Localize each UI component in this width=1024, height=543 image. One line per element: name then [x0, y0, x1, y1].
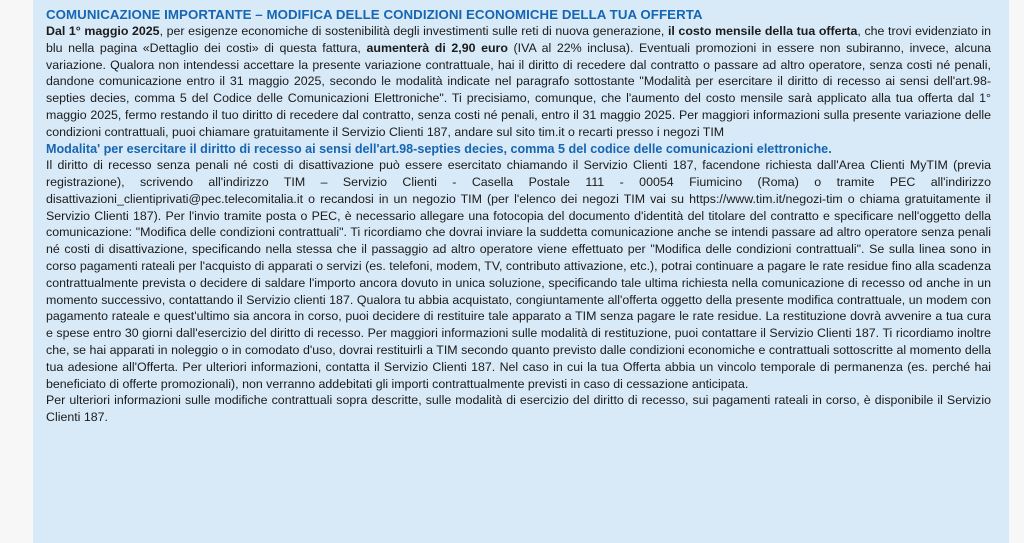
- notice-title: COMUNICAZIONE IMPORTANTE – MODIFICA DELLE CONDIZIONI ECONOMICHE DELLA TUA OFFERTA: [46, 7, 703, 22]
- notice-paragraph-price-change: [46, 23, 991, 141]
- notice-paragraph-withdrawal: Il diritto di recesso senza penali né costi di disattivazione può essere esercitato chiamando il Servizio Clienti 187, facendone richiesta dall'Area Clienti MyTIM (previa registrazione), scrivendo all'indirizzo TIM – Servizio Clienti - Casella Postale 111 - 00054 Fiumicino (Roma) o tramite PEC all'indirizzo disattivazioni_clientiprivati@pec.telecomitalia.it o recandosi in un negozio TIM (per l'elenco dei negozi TIM vai su https://www.tim.it/negozi-tim o chiama gratuitamente il Servizio Clienti 187). Per l'invio tramite posta o PEC, è necessario allegare una fotocopia del documento d'identità del titolare del contratto e specificare nell'oggetto della comunicazione: "Modifica delle condizioni contrattuali". Ti ricordiamo che dovrai inviare la suddetta comunicazione anche se intendi passare ad altro operatore senza penali né costi di disattivazione, specificando nella stessa che il passaggio ad altro operatore viene effettuato per "Modifica delle condizioni contrattuali". Se sulla linea sono in corso pagamenti rateali per l'acquisto di apparati o servizi (es. telefoni, modem, TV, contributo attivazione, etc.), potrai continuare a pagare le rate residue fino alla scadenza contrattualmente prevista o decidere di saldare l'importo ancora dovuto in unica soluzione, specificando tale ultima richiesta nella comunicazione di recesso od anche in un momento successivo, contattando il Servizio clienti 187. Qualora tu abbia acquistato, congiuntamente all'offerta oggetto della presente modifica contrattuale, un modem con pagamento rateale e quest'ultimo sia ancora in corso, puoi decidere di restituire tale apparato a TIM senza pagare le rate residue. La restituzione dovrà avvenire a tua cura e spese entro 30 giorni dall'esercizio del diritto di recesso. Per maggiori informazioni sulle modalità di restituzione, puoi contattare il Servizio Clienti 187. Ti ricordiamo inoltre che, se hai apparati in noleggio o in comodato d'uso, dovrai restituirli a TIM secondo quanto previsto dalle condizioni economiche e contrattuali sottoscritte al momento della tua adesione all'Offerta. Per ulteriori informazioni, contatta il Servizio Clienti 187. Nel caso in cui la tua Offerta abbia un vincolo temporale di permanenza (es. perché hai beneficiato di offerte promozionali), non verranno addebitati gli importi contrattualmente previsti in caso di cessazione anticipata.: [46, 158, 991, 391]
- notice-paragraph-info: Per ulteriori informazioni sulle modifiche contrattuali sopra descritte, sulle modalità di esercizio del diritto di recesso, sui pagamenti rateali in corso, è disponibile il Servizio Clienti 187.: [46, 393, 991, 425]
- monthly-cost-emphasis: il costo mensile della tua offerta: [667, 24, 858, 38]
- effective-date: Dal 1° maggio 2025: [46, 24, 160, 38]
- paragraph-text: , che trovi evidenziato in blu nella pagina «Dettaglio dei costi» di questa fattura,: [46, 24, 991, 55]
- notice-panel: [33, 0, 1009, 543]
- paragraph-text: , per esigenze economiche di sostenibilità degli investimenti sulle reti di nuova generazione,: [159, 24, 668, 38]
- increase-amount: aumenterà di 2,90 euro: [366, 40, 508, 55]
- paragraph-text: (IVA al 22% inclusa). Eventuali promozioni in essere non subiranno, invece, alcuna variazione. Qualora non intendessi accettare la presente variazione contrattuale, hai il diritto di recedere dal contratto o passare ad altro operatore, senza costi né penali, dandone comunicazione entro il 31 maggio 2025, secondo le modalità indicate nel paragrafo sottostante "Modalità per esercitare il diritto di recesso ai sensi dell'art.98-septies decies, comma 5 del Codice delle Comunicazioni Elettroniche". Ti precisiamo, comunque, che l'aumento del costo mensile sarà applicato alla tua offerta dal 1° maggio 2025, fermo restando il tuo diritto di recedere dal contratto, senza costi né penali, entro il 31 maggio 2025. Per maggiori informazioni sulla presente variazione delle condizioni contrattuali, puoi chiamare gratuitamente il Servizio Clienti 187, andare sul sito tim.it o recarti presso i negozi TIM: [46, 40, 991, 139]
- withdrawal-subtitle: Modalita' per esercitare il diritto di recesso ai sensi dell'art.98-septies decies, comma 5 del codice delle comunicazioni elettroniche.: [46, 141, 832, 156]
